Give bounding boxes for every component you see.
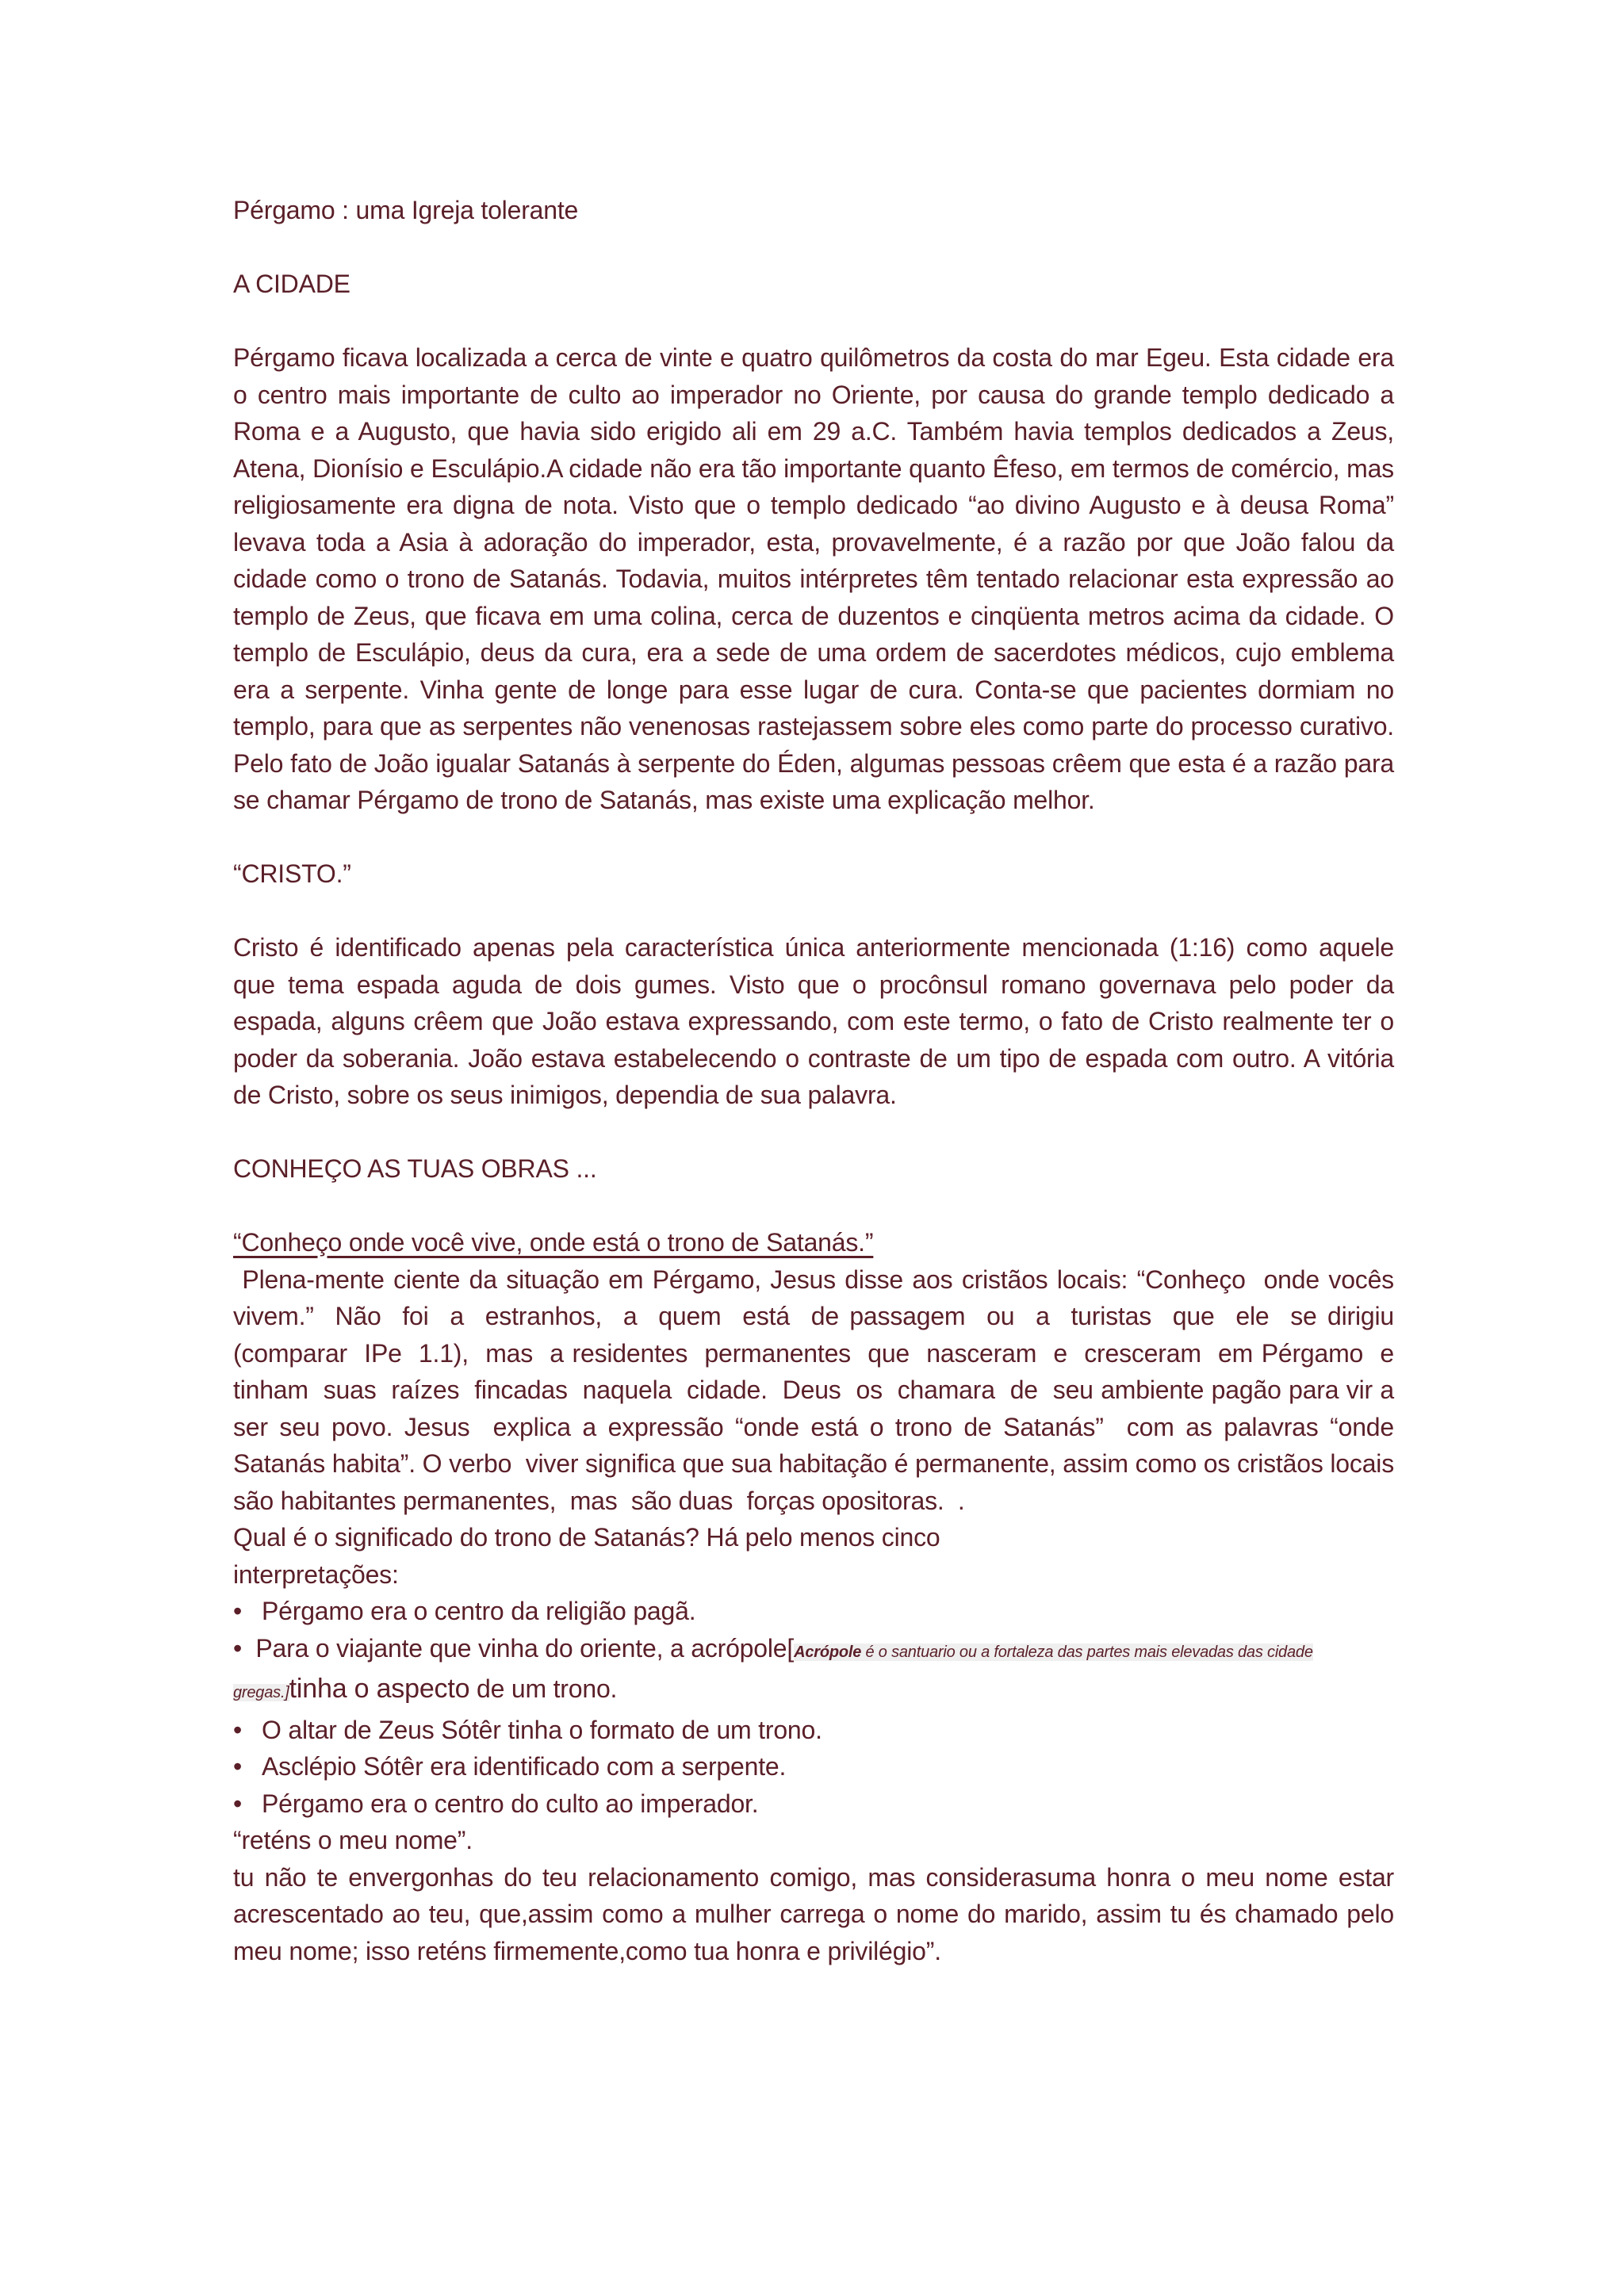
footnote-term: Acrópole [794,1643,862,1661]
quote-heading: “Conheço onde você vive, onde está o trono de Satanás.” [233,1228,874,1257]
list-item-text: tinha o aspecto [289,1674,470,1704]
spacer [233,229,1394,266]
list-item [233,1712,1394,1749]
bullet-marker: • [233,1789,243,1818]
name-quote: “reténs o meu nome”. [233,1826,473,1854]
spacer [233,303,1394,340]
bullet-marker: • [233,1752,243,1781]
question-line: Qual é o significado do trono de Satanás? Há pelo menos cinco interpretações: [233,1523,940,1589]
list-item-text: Para o viajante que vinha do oriente, a acrópole[ [255,1633,795,1663]
list-item-text: Pérgamo era o centro do culto ao imperador. [262,1789,759,1818]
list-item [233,1748,1394,1785]
list-item-acropole [233,1630,1394,1712]
list-item-text: O altar de Zeus Sótêr tinha o formato de um trono. [262,1715,822,1744]
interpretations-list [233,1593,1394,1822]
spacer [233,819,1394,856]
spacer [233,1114,1394,1151]
list-item-text: Pérgamo era o centro da religião pagã. [262,1597,696,1625]
document-title: Pérgamo : uma Igreja tolerante [233,196,579,224]
list-item-text: de um trono. [469,1674,618,1703]
paragraph-christ: Cristo é identificado apenas pela característica única anteriormente mencionada (1:16) como aquele que tema espada aguda de dois gumes. Visto que o procônsul romano governava pelo poder da espada, alguns crêem que João estava expressando, com este termo, o fato de Cristo realmente ter o poder da soberania. João estava estabelecendo o contraste de um tipo de espada com outro. A vitória de Cristo, sobre os seus inimigos, dependia de sua palavra. [233,933,1394,1109]
heading-works: CONHEÇO AS TUAS OBRAS ... [233,1154,597,1183]
list-item-text: Asclépio Sótêr era identificado com a serpente. [262,1752,787,1781]
spacer [233,1188,1394,1225]
bullet-marker: • [233,1597,243,1625]
paragraph-closing: tu não te envergonhas do teu relacionamento comigo, mas considerasuma honra o meu nome estar acrescentado ao teu, que,assim como a mulher carrega o nome do marido, assim tu és chamado pelo meu nome; isso reténs firmemente,como tua honra e privilégio”. [233,1862,1394,1965]
bullet-marker: • [233,1633,243,1663]
spacer [233,893,1394,930]
bullet-marker: • [233,1715,243,1744]
heading-city: A CIDADE [233,270,350,298]
paragraph-works: Plena-mente ciente da situação em Pérgamo, Jesus disse aos cristãos locais: “Conheço onde vocês vivem.” Não foi a estranhos, a quem está de passagem ou a turistas que ele se dirigiu (comparar IPe 1.1), mas a residentes permanentes que nasceram e cresceram em Pérgamo e tinham suas raízes fincadas naquela cidade. Deus os chamara de seu ambiente pagão para vir a ser seu povo. Jesus explica a expressão “onde está o trono de Satanás” com as palavras “onde Satanás habita”. O verbo viver significa que sua habitação é permanente, assim como os cristãos locais são habitantes permanentes, mas são duas forças opositoras. . [233,1265,1408,1515]
list-item [233,1593,1394,1630]
list-item [233,1785,1394,1823]
footnote-text: é o santuario ou a fortaleza das partes mais elevadas das cidade gregas.] [233,1643,1313,1701]
heading-christ: “CRISTO.” [233,859,351,888]
paragraph-city: Pérgamo ficava localizada a cerca de vinte e quatro quilômetros da costa do mar Egeu. Esta cidade era o centro mais importante de culto ao imperador no Oriente, por causa do grande templo dedicado a Roma e a Augusto, que havia sido erigido ali em 29 a.C. Também havia templos dedicados a Zeus, Atena, Dionísio e Esculápio.A cidade não era tão importante quanto Êfeso, em termos de comércio, mas religiosamente era digna de nota. Visto que o templo dedicado “ao divino Augusto e à deusa Roma” levava toda a Asia à adoração do imperador, esta, provavelmente, é a razão por que João falou da cidade como o trono de Satanás. Todavia, muitos intérpretes têm tentado relacionar esta expressão ao templo de Zeus, que ficava em uma colina, cerca de duzentos e cinqüenta metros acima da cidade. O templo de Esculápio, deus da cura, era a sede de uma ordem de sacerdotes médicos, cujo emblema era a serpente. Vinha gente de longe para esse lugar de cura. Conta-se que pacientes dormiam no templo, para que as serpentes não venenosas rastejassem sobre eles como parte do processo curativo. Pelo fato de João igualar Satanás à serpente do Éden, algumas pessoas crêem que esta é a razão para se chamar Pérgamo de trono de Satanás, mas existe uma explicação melhor. [233,343,1394,814]
